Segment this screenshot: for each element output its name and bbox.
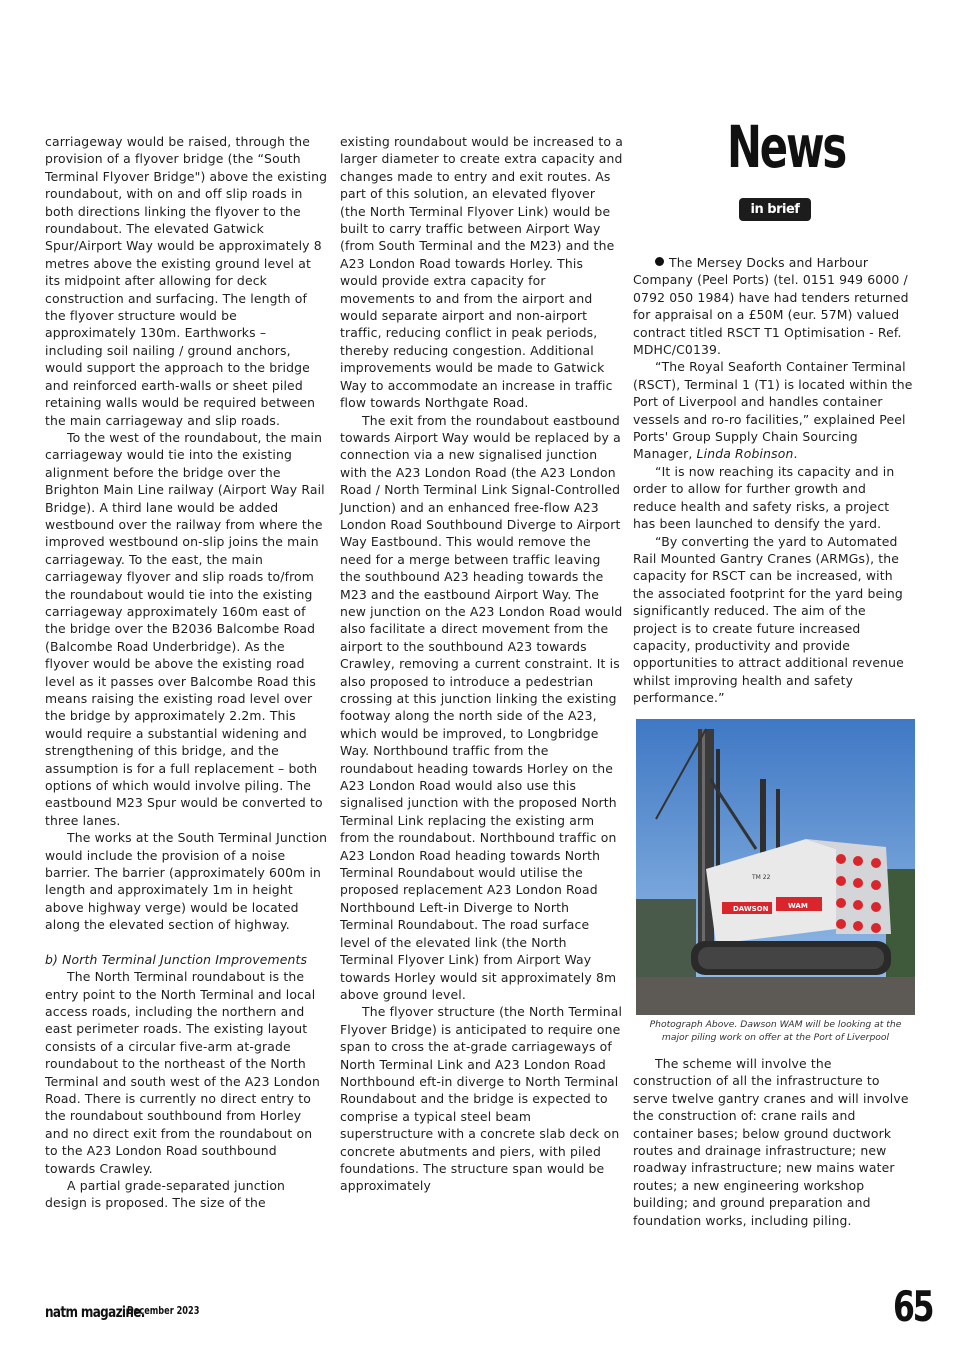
col3-paragraph-1 bbox=[633, 254, 913, 358]
piling-rig-photo bbox=[636, 719, 915, 1015]
col3-paragraph-5: The scheme will involve the construction of all the infrastructure to serve twelve gantry cranes and will involve the construction of: crane rails and container bases; below ground ductwork routes and drainage infrastructure; new roadway infrastructure; new mains water routes; a new engineering workshop building; and ground preparation and foundation works, including piling. bbox=[633, 1056, 909, 1228]
section-title: News bbox=[727, 113, 846, 181]
col1-paragraph-5: A partial grade-separated junction design is proposed. The size of the bbox=[45, 1177, 286, 1211]
column-3 bbox=[633, 254, 913, 707]
rig-brand-label-2: WAM bbox=[788, 902, 808, 910]
quoted-person-name: Linda Robinson bbox=[696, 446, 794, 462]
page-number: 65 bbox=[893, 1282, 933, 1331]
col2-paragraph-1: existing roundabout would be increased to a larger diameter to create extra capacity and changes made to entry and exit routes. As part of this solution, an elevated flyover (the North Terminal Flyover Link) would be built to carry traffic between Airport Way (from South Terminal and the M23) and the A23 London Road towards Horley. This would provide extra capacity for movements to and from the airport and would separate airport and non-airport traffic, reducing conflict in peak periods, thereby reducing congestion. Additional improvements would be made to Gatwick Way to accommodate an increase in traffic flow towards Northgate Road. bbox=[340, 134, 623, 411]
col1-paragraph-2: To the west of the roundabout, the main carriageway would tie into the existing alignment before the bridge over the Brighton Main Line railway (Airport Way Rail Bridge). A third lane would be added westbound over the railway from where the improved westbound on-slip joins the main carriageway. To the east, the main carriageway flyover and slip roads to/from the roundabout would tie into the existing carriageway approximately 160m east of the bridge over the B2036 Balcombe Road (Balcombe Road Underbridge). As the flyover would be above the existing road level as it passes over Balcombe Road this means raising the existing road level over the bridge by approximately 2.2m. This would require a substantial widening and strengthening of this bridge, and the assumption is for a full replacement – both options of which would involve piling. The eastbound M23 Spur would be converted to three lanes. bbox=[45, 429, 325, 828]
col3-paragraph-3: “It is now reaching its capacity and in order to allow for further growth and reduce health and safety risks, a project has been launched to densify the yard. bbox=[633, 463, 895, 532]
col3-paragraph-4: “By converting the yard to Automated Rail Mounted Gantry Cranes (ARMGs), the capacity for RSCT can be increased, with the associated footprint for the yard being significantly reduced. The aim of the project is to create future increased capacity, productivity and provide opportunities to attract additional revenue whilst improving health and safety performance.” bbox=[633, 533, 904, 706]
col1-paragraph-3: The works at the South Terminal Junction would include the provision of a noise barrier. The barrier (approximately 600m in length and approximately 1m in height above highway verge) would be located along the elevated section of highway. bbox=[45, 830, 328, 933]
col3-paragraph-2 bbox=[633, 358, 913, 462]
col3-paragraph-2-end: . bbox=[793, 446, 798, 462]
footer-date: December 2023 bbox=[127, 1305, 200, 1317]
footer bbox=[45, 1302, 200, 1322]
column-1 bbox=[45, 133, 328, 1212]
col2-paragraph-3: The flyover structure (the North Terminal Flyover Bridge) is anticipated to require one span to cross the at-grade carriageways of North Terminal Link and A23 London Road Northbound eft-in diverge to North Terminal Roundabout and the bridge is expected to comprise a typical steel beam superstructure with a concrete slab deck on concrete abutments and piers, with piled foundations. The structure span would be approximately bbox=[340, 1004, 623, 1194]
col1-subheading: b) North Terminal Junction Improvements bbox=[45, 951, 308, 967]
column-3-continued bbox=[633, 1055, 913, 1229]
rig-model-label: TM 22 bbox=[752, 874, 771, 881]
col1-paragraph-1: carriageway would be raised, through the provision of a flyover bridge (the “South Terminal Flyover Bridge") above the existing roundabout, with on and off slip roads in both directions linking the flyover to the roundabout. The elevated Gatwick Spur/Airport Way would be approximately 8 metres above the existing ground level at its midpoint after allowing for deck construction and surfacing. The length of the flyover structure would be approximately 130m. Earthworks – including soil nailing / ground anchors, would support the approach to the bridge and reinforced earth-walls or sheet piled retaining walls would be required between the main carriageway and slip roads. bbox=[45, 134, 328, 428]
section-badge: in brief bbox=[739, 198, 811, 221]
rig-brand-label: DAWSON bbox=[733, 905, 769, 913]
column-2 bbox=[340, 133, 623, 1195]
col3-paragraph-2-text: “The Royal Seaforth Container Terminal (RSCT), Terminal 1 (T1) is located within the Port of Liverpool and handles container vessels and ro-ro facilities,” explained Peel Ports' Group Supply Chain Sourcing Manager, bbox=[633, 359, 913, 462]
piling-rig-illustration bbox=[636, 719, 915, 1015]
col3-paragraph-1-text: The Mersey Docks and Harbour Company (Peel Ports) (tel. 0151 949 6000 / 0792 050 1984) have had tenders returned for appraisal on a £50M (eur. 57M) valued contract titled RSCT T1 Optimisation - Ref. MDHC/C0139. bbox=[633, 255, 909, 358]
bullet-icon bbox=[655, 257, 664, 266]
col2-paragraph-2: The exit from the roundabout eastbound towards Airport Way would be replaced by a connection via a new signalised junction with the A23 London Road (the A23 London Road / North Terminal Link Signal-Controlled Junction) and an enhanced free-flow A23 London Road Southbound Diverge to Airport Way Eastbound. This would remove the need for a merge between traffic leaving the southbound A23 heading towards the M23 and the eastbound Airport Way. The new junction on the A23 London Road would also facilitate a direct movement from the airport to the southbound A23 towards Crawley, removing a current constraint. It is also proposed to introduce a pedestrian crossing at this junction linking the existing footway along the north side of the A23, which would be improved, to Longbridge Way. Northbound traffic from the roundabout heading towards Horley on the A23 London Road would also use this signalised junction with the proposed North Terminal Link replacing the existing arm from the roundabout. Northbound traffic on A23 London Road heading towards North Terminal Roundabout would utilise the proposed replacement A23 London Road Northbound Left-in Diverge to North Terminal Roundabout. The road surface level of the elevated link (the North Terminal Flyover Link) from Airport Way towards Horley would sit approximately 8m above ground level. bbox=[340, 412, 623, 1002]
col1-paragraph-4: The North Terminal roundabout is the entry point to the North Terminal and local access roads, including the northern and east perimeter roads. The existing layout consists of a circular five-arm at-grade roundabout to the northeast of the North Terminal and south west of the A23 London Road. There is currently no direct entry to the roundabout southbound from Horley and no direct exit from the roundabout on to the A23 London Road southbound towards Crawley. bbox=[45, 969, 321, 1176]
photo-caption: Photograph Above. Dawson WAM will be looking at the major piling work on offer at the Port of Liverpool bbox=[649, 1019, 902, 1043]
footer-magazine-name: natm magazine. bbox=[45, 1303, 145, 1321]
